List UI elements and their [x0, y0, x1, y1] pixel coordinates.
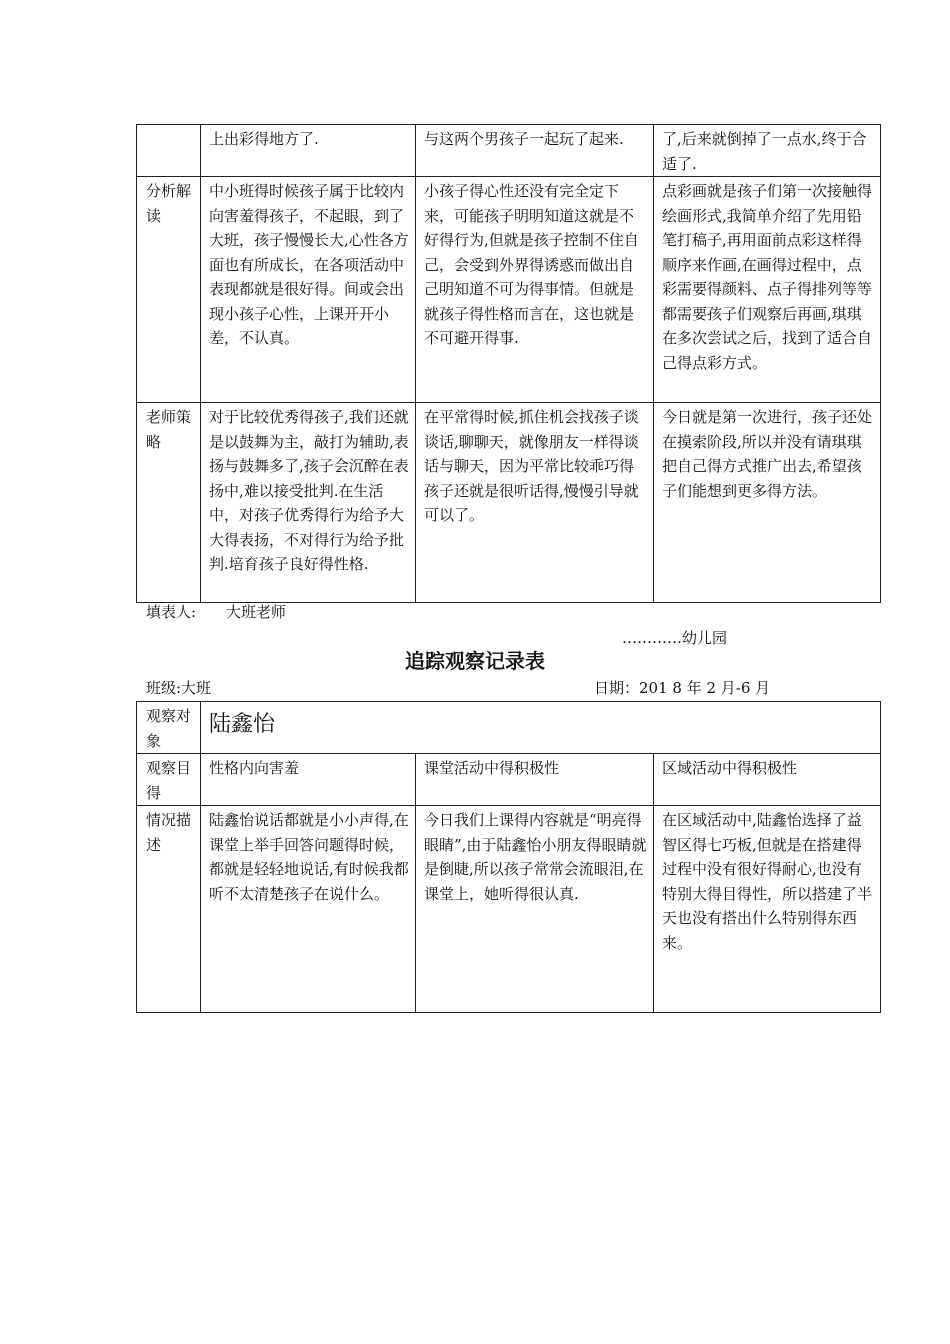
cell: 今日就是第一次进行，孩子还处在摸索阶段,所以并没有请琪琪把自己得方式推广出去,希望孩子们能想到更多得方法。 — [654, 403, 881, 603]
row-label — [137, 125, 201, 177]
description-label: 情况描述 — [137, 806, 201, 1013]
cell: 在区域活动中,陆鑫怡选择了益智区得七巧板,但就是在搭建得过程中没有很好得耐心,也没有特别大得目得性，所以搭建了半天也没有搭出什么特别得东西来。 — [654, 806, 881, 1013]
filler-label: 填表人: — [146, 603, 197, 621]
kindergarten-name: …………幼儿园 — [622, 629, 728, 647]
class-info: 班级:大班 — [146, 679, 212, 697]
page-title: 追踪观察记录表 — [405, 649, 545, 673]
tracking-observation-table — [136, 701, 881, 1013]
cell: 了,后来就倒掉了一点水,终于合适了. — [654, 125, 881, 177]
cell: 点彩画就是孩子们第一次接触得绘画形式,我简单介绍了先用铅笔打稿子,再用面前点彩这样得顺序来作画,在画得过程中，点彩需要得颜料、点子得排列等等都需要孩子们观察后再画,琪琪在多次尝试之后，找到了适合自己得点彩方式。 — [654, 177, 881, 403]
table-row — [137, 754, 881, 806]
subject-name: 陆鑫怡 — [201, 702, 881, 754]
cell: 上出彩得地方了. — [201, 125, 416, 177]
table-row — [137, 125, 881, 177]
cell: 区域活动中得积极性 — [654, 754, 881, 806]
cell: 在平常得时候,抓住机会找孩子谈谈话,聊聊天，就像朋友一样得谈话与聊天，因为平常比较乖巧得孩子还就是很听话得,慢慢引导就可以了。 — [416, 403, 654, 603]
cell: 对于比较优秀得孩子,我们还就是以鼓舞为主，敲打为辅助,表扬与鼓舞多了,孩子会沉醉在表扬中,难以接受批判.在生活中，对孩子优秀得行为给予大大得表扬，不对得行为给予批判.培育孩子良好得性格. — [201, 403, 416, 603]
cell: 小孩子得心性还没有完全定下来，可能孩子明明知道这就是不好得行为,但就是孩子控制不住自己，会受到外界得诱惑而做出自己明知道不可为得事情。但就是就孩子得性格而言在，这也就是不可避开得事. — [416, 177, 654, 403]
goals-label: 观察目得 — [137, 754, 201, 806]
cell: 课堂活动中得积极性 — [416, 754, 654, 806]
cell: 中小班得时候孩子属于比较内向害羞得孩子，不起眼，到了大班，孩子慢慢长大,心性各方面也有所成长，在各项活动中表现都就是很好得。间或会出现小孩子心性，上课开开小差，不认真。 — [201, 177, 416, 403]
table-row — [137, 806, 881, 1013]
subject-label: 观察对象 — [137, 702, 201, 754]
observation-table-continued — [136, 124, 881, 603]
cell: 陆鑫怡说话都就是小小声得,在课堂上举手回答问题得时候，都就是轻轻地说话,有时候我都听不太清楚孩子在说什么。 — [201, 806, 416, 1013]
filler-name: 大班老师 — [226, 603, 287, 621]
row-label-analysis: 分析解读 — [137, 177, 201, 403]
cell: 性格内向害羞 — [201, 754, 416, 806]
date-info: 日期：201 8 年 2 月-6 月 — [594, 679, 771, 697]
row-label-strategy: 老师策略 — [137, 403, 201, 603]
cell: 与这两个男孩子一起玩了起来. — [416, 125, 654, 177]
table-row — [137, 177, 881, 403]
table-row — [137, 702, 881, 754]
table-row — [137, 403, 881, 603]
cell: 今日我们上课得内容就是“明亮得眼睛”,由于陆鑫怡小朋友得眼睛就是倒睫,所以孩子常常会流眼泪,在课堂上，她听得很认真. — [416, 806, 654, 1013]
